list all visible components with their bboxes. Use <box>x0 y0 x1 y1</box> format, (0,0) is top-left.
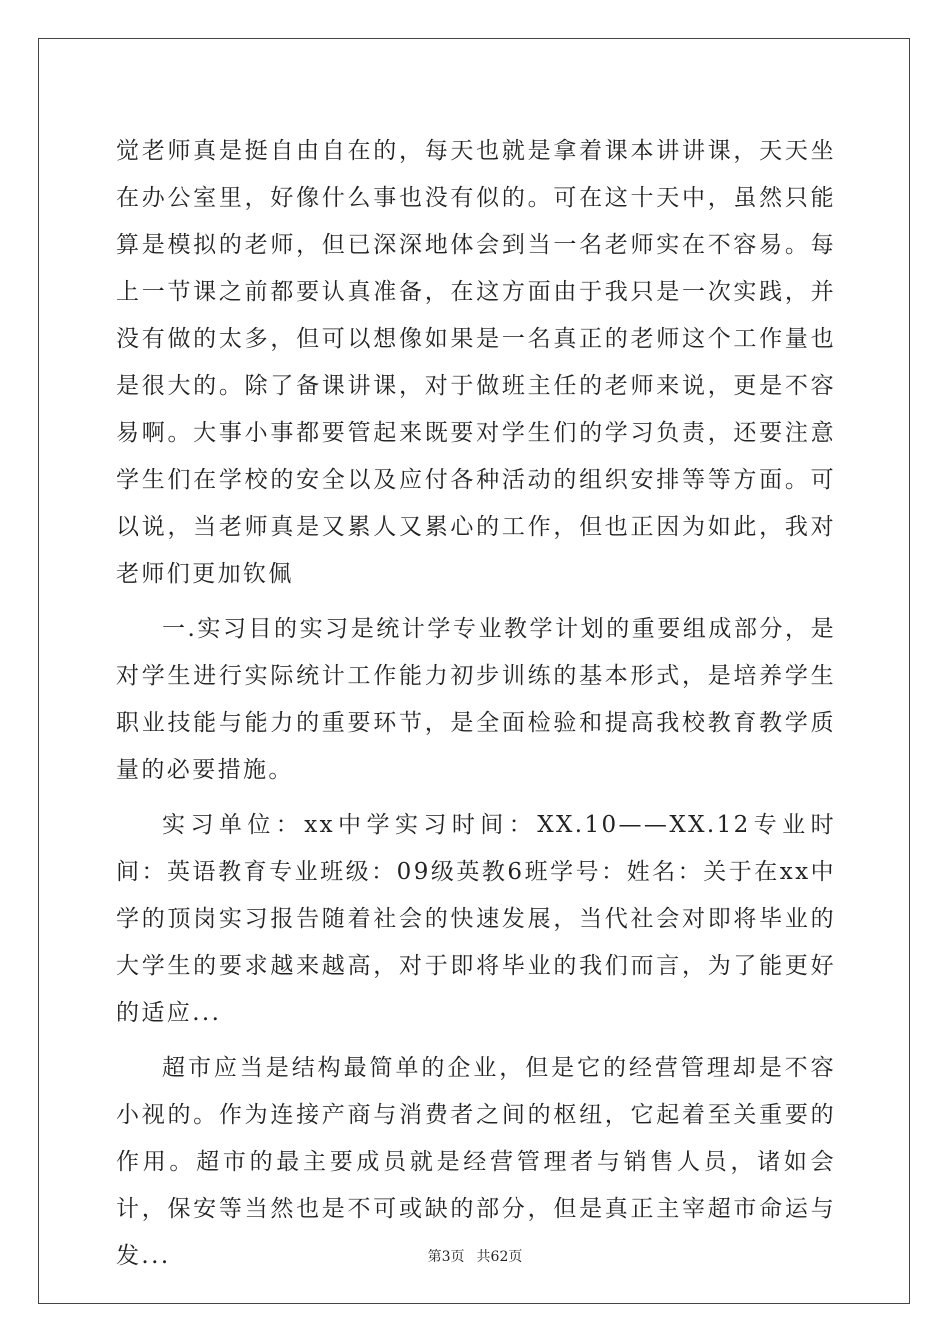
document-body <box>116 128 836 1288</box>
page-footer <box>0 1246 950 1266</box>
page-number: 第3页 <box>427 1249 465 1265</box>
page-total: 共62页 <box>476 1249 523 1265</box>
paragraph-internship-purpose: 一.实习目的实习是统计学专业教学计划的重要组成部分，是对学生进行实际统计工作能力初步训练的基本形式，是培养学生职业技能与能力的重要环节，是全面检验和提高我校教育教学质量的必要措施。 <box>116 616 836 783</box>
paragraph-internship-info: 实习单位：xx中学实习时间：XX.10——XX.12专业时间：英语教育专业班级：09级英教6班学号：姓名：关于在xx中学的顶岗实习报告随着社会的快速发展，当代社会对即将毕业的大学生的要求越来越高，对于即将毕业的我们而言，为了能更好的适应... <box>116 812 836 1026</box>
paragraph-continuation: 觉老师真是挺自由自在的，每天也就是拿着课本讲讲课，天天坐在办公室里，好像什么事也没有似的。可在这十天中，虽然只能算是模拟的老师，但已深深地体会到当一名老师实在不容易。每上一节课之前都要认真准备，在这方面由于我只是一次实践，并没有做的太多，但可以想像如果是一名真正的老师这个工作量也是很大的。除了备课讲课，对于做班主任的老师来说，更是不容易啊。大事小事都要管起来既要对学生们的学习负责，还要注意学生们在学校的安全以及应付各种活动的组织安排等等方面。可以说，当老师真是又累人又累心的工作，但也正因为如此，我对老师们更加钦佩 <box>116 138 836 587</box>
paragraph-supermarket: 超市应当是结构最简单的企业，但是它的经营管理却是不容小视的。作为连接产商与消费者之间的枢纽，它起着至关重要的作用。超市的最主要成员就是经营管理者与销售人员，诸如会计，保安等当然也是不可或缺的部分，但是真正主宰超市命运与发... <box>116 1055 836 1269</box>
